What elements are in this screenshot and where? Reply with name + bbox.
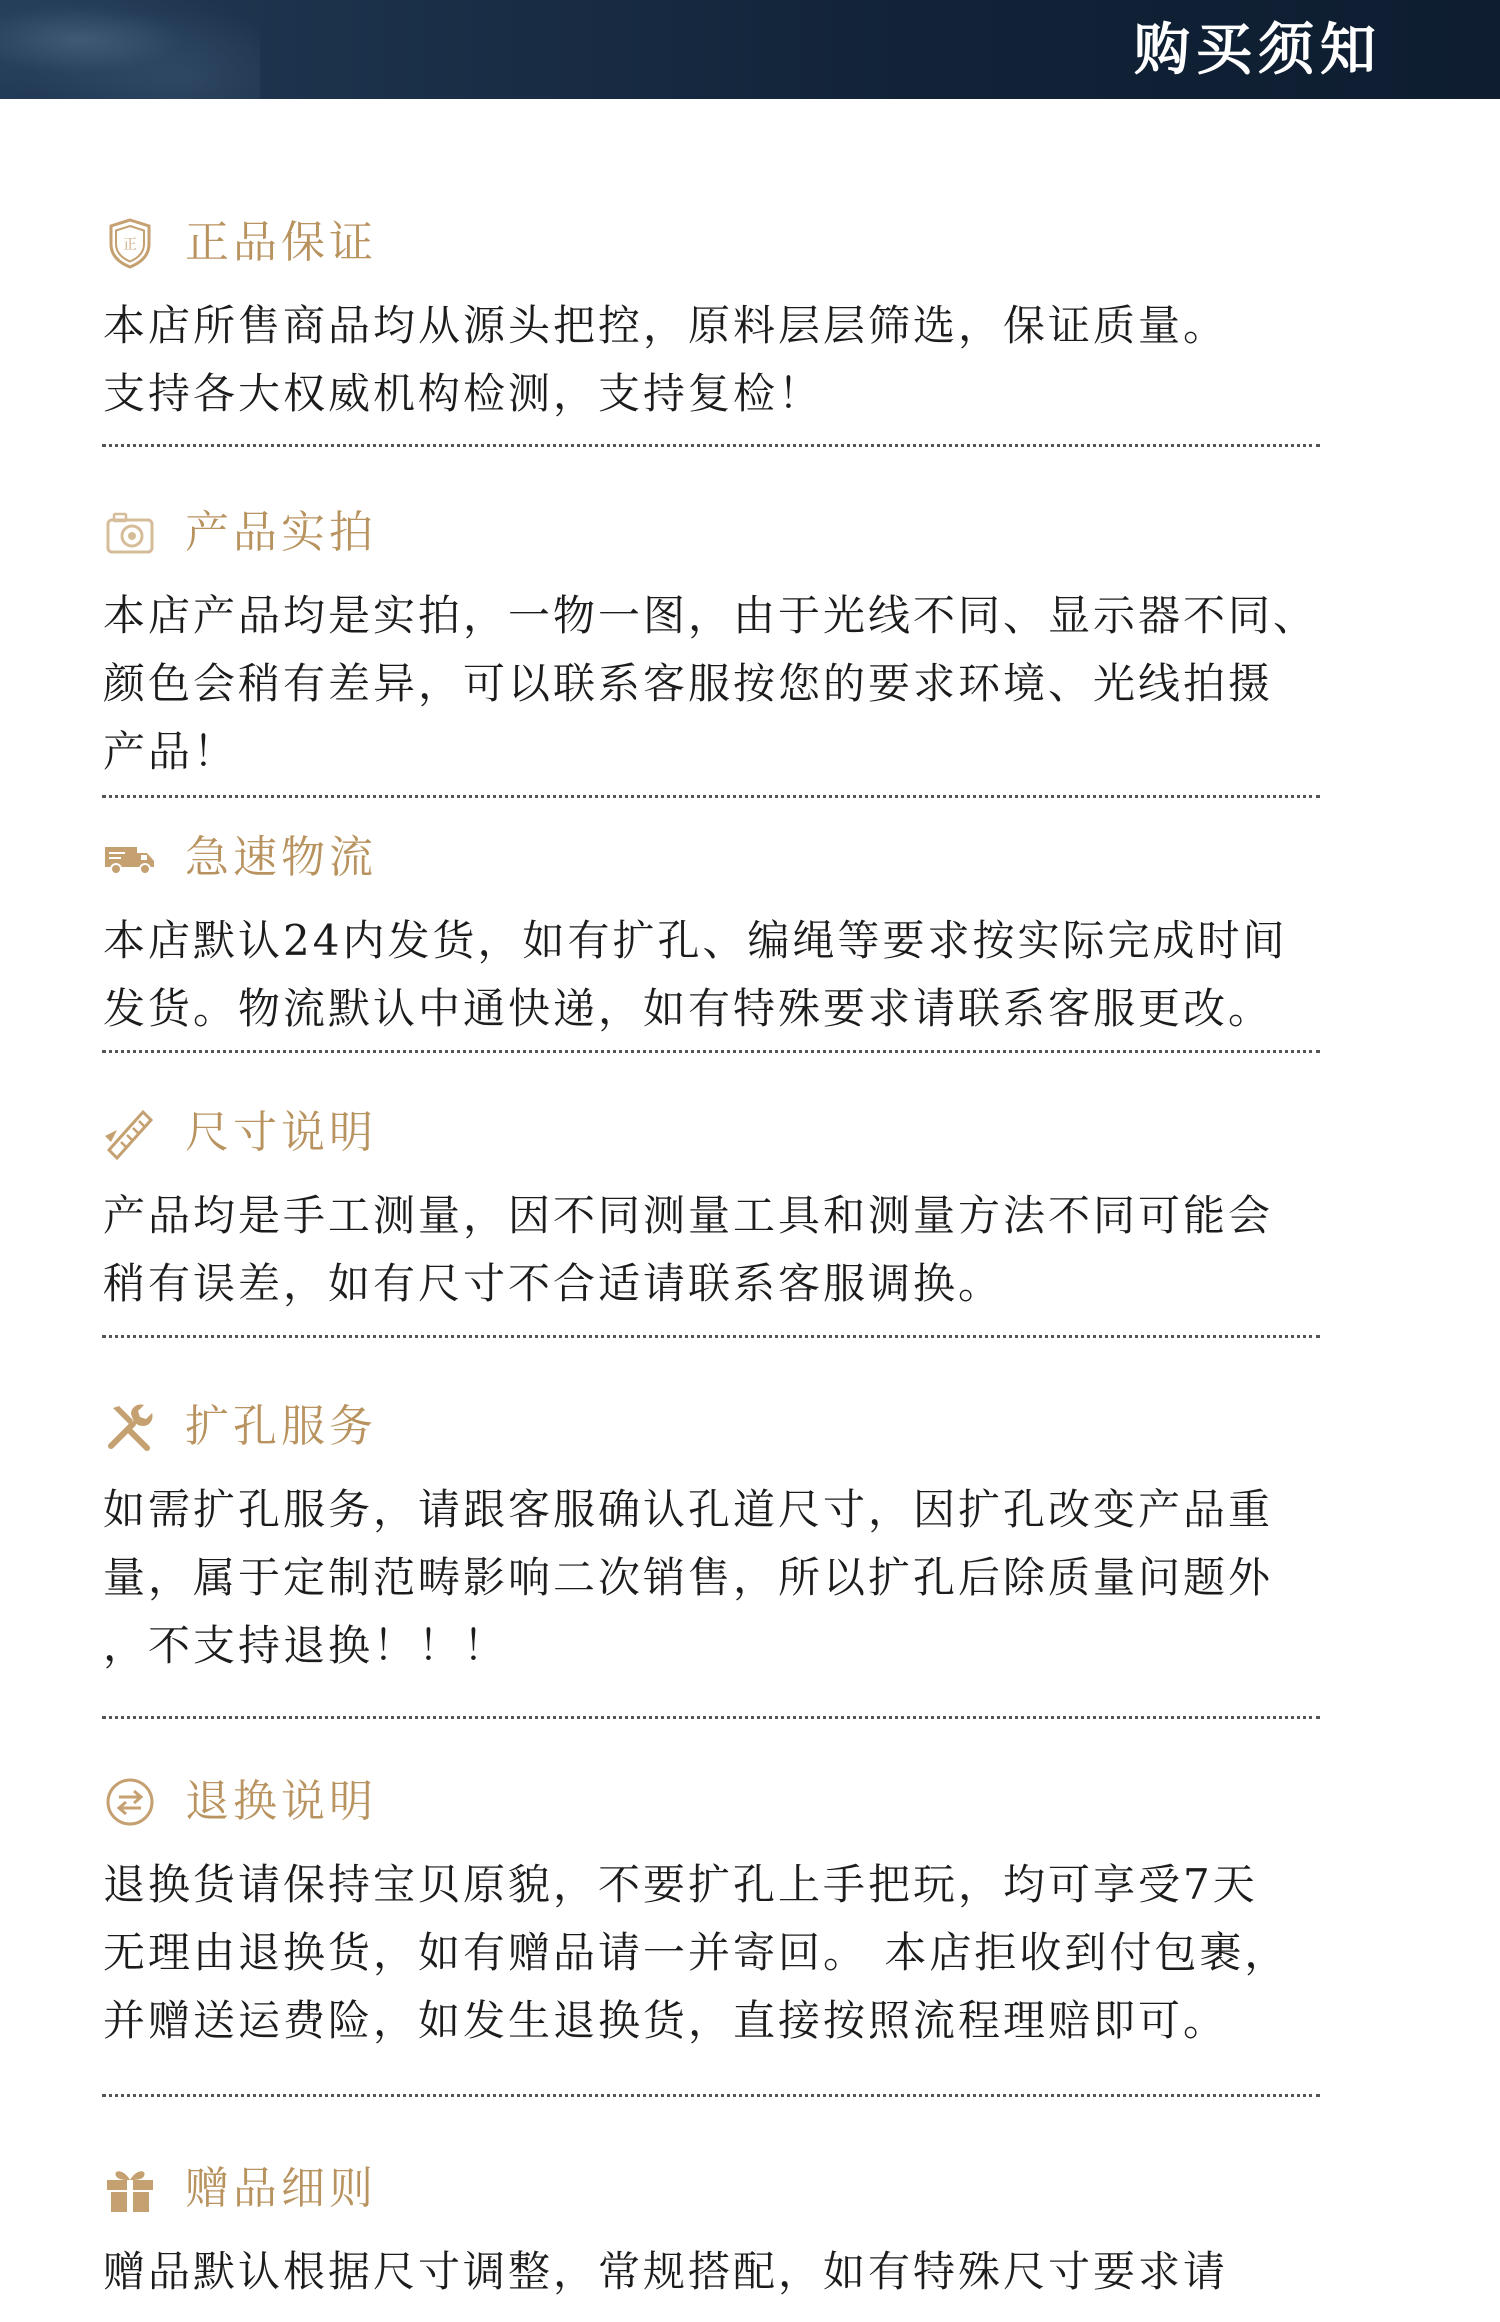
ruler-icon	[103, 1106, 157, 1160]
body-line: 支持各大权威机构检测，支持复检！	[103, 369, 824, 418]
body-line: 并赠送运费险，如发生退换货，直接按照流程理赔即可。	[103, 1996, 1229, 2045]
body-line: 退换货请保持宝贝原貌，不要扩孔上手把玩，均可享受7天	[103, 1860, 1258, 1909]
body-line: 产品均是手工测量，因不同测量工具和测量方法不同可能会	[103, 1191, 1274, 1240]
section-returns	[103, 1767, 1343, 2055]
gift-icon	[103, 2162, 157, 2216]
body-line: ，不支持退换！！！	[103, 1621, 509, 1670]
body-line: 本店默认24内发货，如有扩孔、编绳等要求按实际完成时间	[103, 916, 1288, 965]
section-authenticity	[103, 208, 1343, 428]
page-title: 购买须知	[1134, 17, 1382, 83]
section-fast-logistics	[103, 823, 1343, 1043]
section-title: 尺寸说明	[185, 1107, 377, 1158]
section-body	[103, 1182, 1343, 1318]
section-title: 退换说明	[185, 1776, 377, 1827]
section-header	[103, 1098, 1343, 1168]
section-body	[103, 582, 1343, 786]
header-texture	[0, 0, 260, 99]
dotted-divider	[102, 444, 1320, 447]
section-body	[103, 907, 1343, 1043]
body-line: 赠品默认根据尺寸调整，常规搭配，如有特殊尺寸要求请	[103, 2247, 1229, 2296]
section-body	[103, 1851, 1343, 2055]
section-header	[103, 823, 1343, 893]
body-line: 如需扩孔服务，请跟客服确认孔道尺寸，因扩孔改变产品重	[103, 1485, 1274, 1534]
truck-icon	[103, 831, 157, 885]
section-header	[103, 2154, 1343, 2224]
dotted-divider	[102, 795, 1320, 798]
section-body	[103, 292, 1343, 428]
body-line: 稍有误差，如有尺寸不合适请联系客服调换。	[103, 1259, 1004, 1308]
body-line: 无理由退换货，如有赠品请一并寄回。 本店拒收到付包裹，	[103, 1928, 1290, 1977]
shield-badge-icon	[103, 216, 157, 270]
camera-icon	[103, 506, 157, 560]
tools-icon	[103, 1400, 157, 1454]
section-body	[103, 1476, 1343, 1680]
svg-text:正: 正	[123, 237, 137, 253]
body-line: 颜色会稍有差异，可以联系客服按您的要求环境、光线拍摄	[103, 659, 1274, 708]
exchange-icon	[103, 1775, 157, 1829]
body-line: 本店所售商品均从源头把控，原料层层筛选，保证质量。	[103, 301, 1229, 350]
dotted-divider	[102, 1050, 1320, 1053]
section-hole-enlarging	[103, 1392, 1343, 1680]
section-header	[103, 1392, 1343, 1462]
body-line: 量，属于定制范畴影响二次销售，所以扩孔后除质量问题外	[103, 1553, 1274, 1602]
section-header	[103, 1767, 1343, 1837]
body-line: 本店产品均是实拍，一物一图，由于光线不同、显示器不同、	[103, 591, 1319, 640]
section-title: 产品实拍	[185, 507, 377, 558]
section-title: 扩孔服务	[185, 1401, 377, 1452]
section-title: 急速物流	[185, 832, 377, 883]
section-header	[103, 498, 1343, 568]
section-size-notes	[103, 1098, 1343, 1318]
dotted-divider	[102, 1335, 1320, 1338]
section-body	[103, 2238, 1343, 2306]
body-line: 发货。物流默认中通快递，如有特殊要求请联系客服更改。	[103, 984, 1274, 1033]
section-gifts	[103, 2154, 1343, 2306]
body-line: 产品！	[103, 727, 239, 776]
section-real-photos	[103, 498, 1343, 786]
section-header	[103, 208, 1343, 278]
page-header	[0, 0, 1500, 99]
section-title: 正品保证	[185, 217, 377, 268]
dotted-divider	[102, 2094, 1320, 2097]
section-title: 赠品细则	[185, 2163, 377, 2214]
dotted-divider	[102, 1716, 1320, 1719]
